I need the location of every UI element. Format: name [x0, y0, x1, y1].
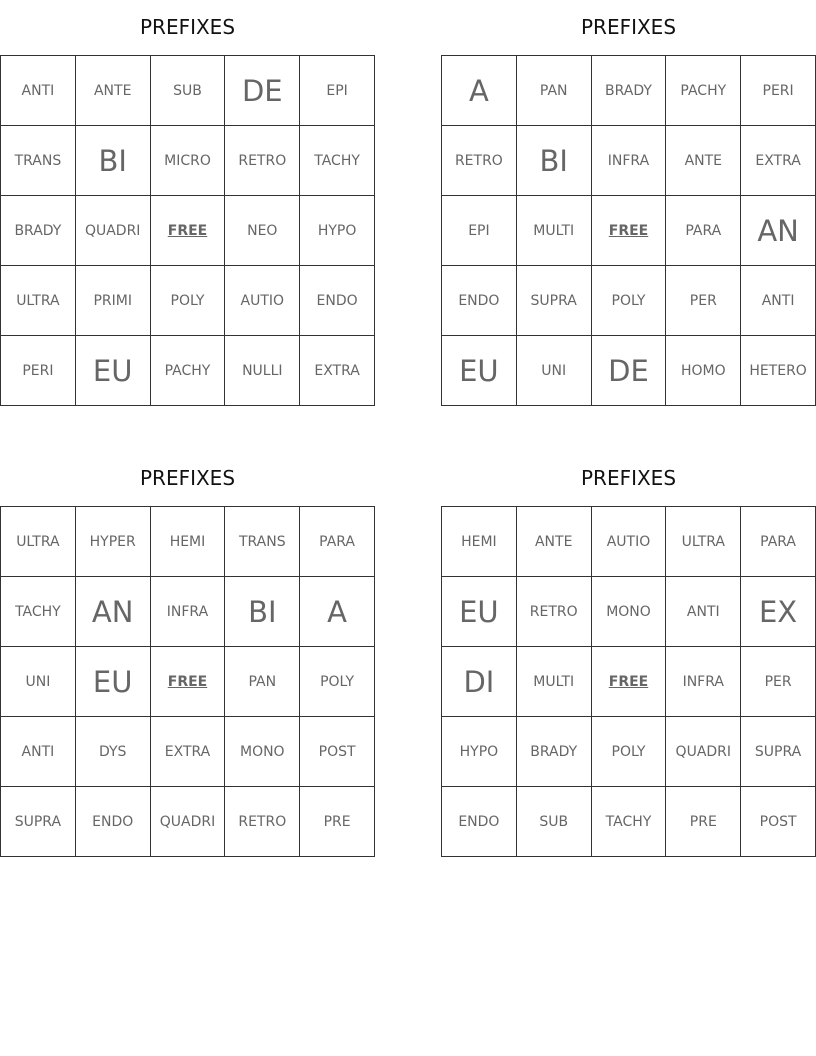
bingo-cell: A: [300, 577, 375, 647]
bingo-cell: BI: [76, 126, 151, 196]
bingo-cell: POLY: [300, 647, 375, 717]
bingo-cell: SUB: [517, 787, 592, 857]
free-space: FREE: [151, 647, 226, 717]
bingo-row: [442, 196, 816, 266]
bingo-cell: HEMI: [151, 507, 226, 577]
free-space: FREE: [592, 647, 667, 717]
bingo-cell: ULTRA: [1, 266, 76, 336]
bingo-row: [1, 787, 375, 857]
bingo-cell: ENDO: [76, 787, 151, 857]
bingo-cell: MULTI: [517, 647, 592, 717]
bingo-cell: DYS: [76, 717, 151, 787]
bingo-cell: EU: [442, 336, 517, 406]
bingo-cell: MULTI: [517, 196, 592, 266]
bingo-row: [1, 336, 375, 406]
bingo-cell: ANTI: [741, 266, 816, 336]
bingo-row: [1, 266, 375, 336]
card-title: PREFIXES: [580, 466, 677, 490]
bingo-cell: PARA: [666, 196, 741, 266]
bingo-cell: RETRO: [225, 126, 300, 196]
bingo-row: [1, 56, 375, 126]
bingo-cell: EX: [741, 577, 816, 647]
bingo-cell: ANTE: [76, 56, 151, 126]
bingo-cell: BI: [225, 577, 300, 647]
bingo-cell: EXTRA: [741, 126, 816, 196]
bingo-cell: MONO: [592, 577, 667, 647]
bingo-cell: ANTE: [517, 507, 592, 577]
free-space: FREE: [592, 196, 667, 266]
bingo-row: [1, 196, 375, 266]
bingo-cell: RETRO: [517, 577, 592, 647]
bingo-cell: AN: [76, 577, 151, 647]
bingo-row: [1, 647, 375, 717]
bingo-cell: HYPO: [442, 717, 517, 787]
bingo-row: [442, 266, 816, 336]
bingo-row: [442, 56, 816, 126]
bingo-row: [442, 787, 816, 857]
bingo-cell: TRANS: [225, 507, 300, 577]
bingo-cell: NEO: [225, 196, 300, 266]
bingo-cell: ANTI: [1, 717, 76, 787]
bingo-cell: PRE: [300, 787, 375, 857]
bingo-cell: BRADY: [592, 56, 667, 126]
bingo-cell: EXTRA: [151, 717, 226, 787]
bingo-cell: MICRO: [151, 126, 226, 196]
card-title: PREFIXES: [139, 466, 236, 490]
bingo-cell: INFRA: [592, 126, 667, 196]
bingo-grid: [0, 55, 375, 406]
bingo-cell: TRANS: [1, 126, 76, 196]
bingo-cell: POLY: [151, 266, 226, 336]
bingo-cell: TACHY: [300, 126, 375, 196]
bingo-cell: PER: [741, 647, 816, 717]
bingo-grid: [441, 506, 816, 857]
bingo-cell: POST: [741, 787, 816, 857]
bingo-cell: UNI: [1, 647, 76, 717]
bingo-cell: POLY: [592, 717, 667, 787]
bingo-cell: DI: [442, 647, 517, 717]
bingo-cell: EU: [76, 336, 151, 406]
bingo-cell: PRE: [666, 787, 741, 857]
bingo-cell: POLY: [592, 266, 667, 336]
bingo-cell: DE: [592, 336, 667, 406]
bingo-cell: DE: [225, 56, 300, 126]
bingo-cell: EU: [76, 647, 151, 717]
bingo-cell: PACHY: [151, 336, 226, 406]
bingo-cell: ANTE: [666, 126, 741, 196]
bingo-cell: PAN: [225, 647, 300, 717]
bingo-cell: QUADRI: [151, 787, 226, 857]
bingo-cell: ENDO: [442, 787, 517, 857]
bingo-cell: QUADRI: [76, 196, 151, 266]
bingo-cell: SUPRA: [741, 717, 816, 787]
bingo-cell: UNI: [517, 336, 592, 406]
bingo-cell: HOMO: [666, 336, 741, 406]
bingo-cell: ANTI: [666, 577, 741, 647]
bingo-cell: BRADY: [1, 196, 76, 266]
bingo-cell: ENDO: [442, 266, 517, 336]
bingo-cell: BRADY: [517, 717, 592, 787]
bingo-row: [1, 507, 375, 577]
bingo-cell: PARA: [300, 507, 375, 577]
bingo-cell: PER: [666, 266, 741, 336]
bingo-cell: SUPRA: [517, 266, 592, 336]
bingo-row: [1, 126, 375, 196]
bingo-cell: SUB: [151, 56, 226, 126]
bingo-cell: AUTIO: [592, 507, 667, 577]
bingo-cell: PERI: [741, 56, 816, 126]
bingo-cell: ULTRA: [666, 507, 741, 577]
bingo-row: [442, 507, 816, 577]
bingo-row: [442, 717, 816, 787]
bingo-cell: PAN: [517, 56, 592, 126]
bingo-cell: HETERO: [741, 336, 816, 406]
bingo-cell: INFRA: [666, 647, 741, 717]
bingo-cell: NULLI: [225, 336, 300, 406]
bingo-row: [442, 577, 816, 647]
bingo-cell: HYPO: [300, 196, 375, 266]
bingo-cell: BI: [517, 126, 592, 196]
bingo-row: [442, 336, 816, 406]
bingo-cell: QUADRI: [666, 717, 741, 787]
bingo-cell: EPI: [300, 56, 375, 126]
bingo-cell: PRIMI: [76, 266, 151, 336]
card-title: PREFIXES: [580, 15, 677, 39]
bingo-cell: ENDO: [300, 266, 375, 336]
bingo-cell: A: [442, 56, 517, 126]
bingo-cell: MONO: [225, 717, 300, 787]
bingo-row: [442, 647, 816, 717]
bingo-cell: ULTRA: [1, 507, 76, 577]
bingo-cell: EXTRA: [300, 336, 375, 406]
free-space: FREE: [151, 196, 226, 266]
bingo-cell: AUTIO: [225, 266, 300, 336]
bingo-cell: TACHY: [592, 787, 667, 857]
bingo-cell: AN: [741, 196, 816, 266]
bingo-grid: [0, 506, 375, 857]
bingo-cell: RETRO: [442, 126, 517, 196]
bingo-cell: PERI: [1, 336, 76, 406]
bingo-cell: PARA: [741, 507, 816, 577]
bingo-row: [442, 126, 816, 196]
bingo-cell: HEMI: [442, 507, 517, 577]
bingo-cell: RETRO: [225, 787, 300, 857]
bingo-cell: PACHY: [666, 56, 741, 126]
bingo-row: [1, 717, 375, 787]
bingo-cell: POST: [300, 717, 375, 787]
bingo-cell: TACHY: [1, 577, 76, 647]
bingo-grid: [441, 55, 816, 406]
bingo-cell: SUPRA: [1, 787, 76, 857]
bingo-cell: EU: [442, 577, 517, 647]
bingo-cell: EPI: [442, 196, 517, 266]
bingo-cell: INFRA: [151, 577, 226, 647]
bingo-cell: HYPER: [76, 507, 151, 577]
card-title: PREFIXES: [139, 15, 236, 39]
bingo-cell: ANTI: [1, 56, 76, 126]
bingo-row: [1, 577, 375, 647]
